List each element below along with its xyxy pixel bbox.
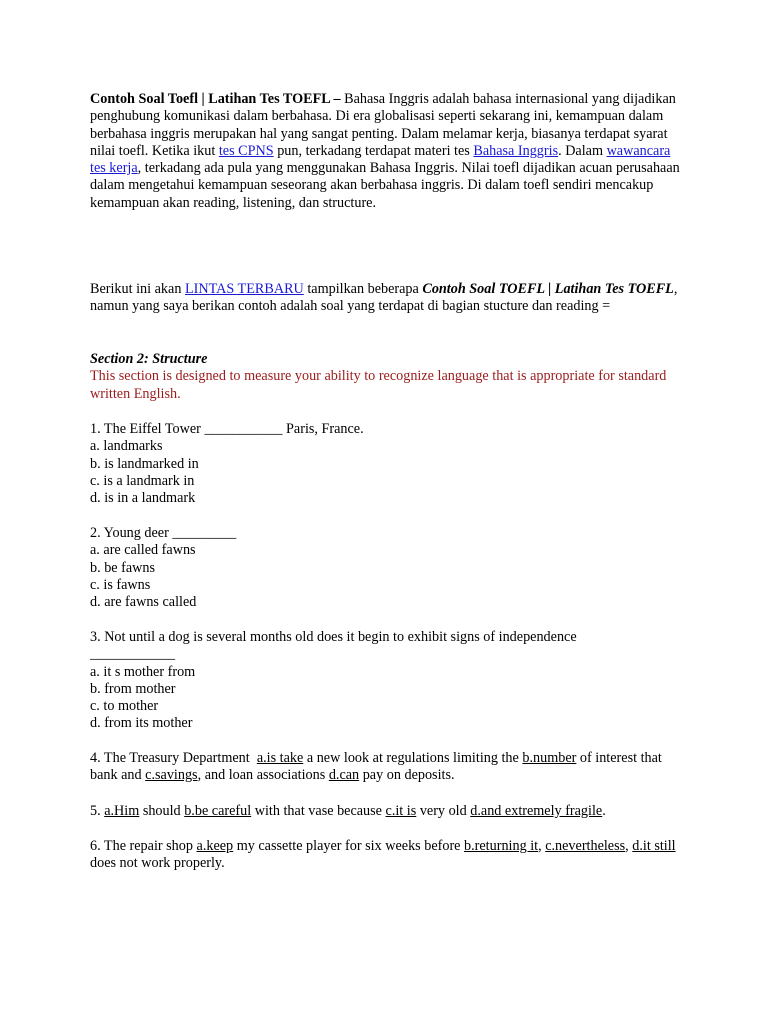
error-option-a: a.Him	[104, 803, 140, 819]
option: d. from its mother	[90, 715, 193, 732]
question-4: 4. The Treasury Department a.is take a new look at regulations limiting the b.number of interest that bank and c.savings, and loan associations d.can pay on deposits.	[90, 750, 662, 784]
option: a. landmarks	[90, 438, 163, 455]
link-lintas-terbaru[interactable]: LINTAS TERBARU	[184, 281, 304, 297]
article-title: Contoh Soal Toefl | Latihan Tes TOEFL –	[90, 91, 341, 107]
error-option-c: c.savings	[145, 767, 198, 784]
intro-paragraph: Contoh Soal Toefl | Latihan Tes TOEFL – Bahasa Inggris adalah bahasa internasional yang dijadikan penghubung komunikasi dalam berbahasa. Di era globalisasi seperti sekarang ini, kemampuan dalam berbahasa inggris merupakan hal yang sangat penting. Dalam melamar kerja, biasanya terdapat syarat nilai toefl. Ketika ikut tes CPNS pun, terkadang terdapat materi tes Bahasa Inggris. Dalam wawancara tes kerja, terkadang ada pula yang menggunakan Bahasa Inggris. Nilai toefl dijadikan acuan perusahaan dalam mengetahui kemampuan seseorang akan berbahasa inggris. Di dalam toefl sendiri mencakup kemampuan akan reading, listening, dan structure.	[90, 91, 680, 211]
error-option-b: b.returning it	[464, 838, 539, 854]
link-bahasa-inggris[interactable]: Bahasa Inggris	[473, 142, 559, 159]
option: a. are called fawns	[90, 542, 196, 559]
question-1	[90, 421, 680, 507]
option: b. be fawns	[90, 559, 156, 576]
error-option-b: b.number	[522, 750, 577, 766]
option: c. to mother	[90, 698, 159, 715]
link-tes-cpns[interactable]: tes CPNS	[218, 142, 274, 159]
bold-italic-title: Contoh Soal TOEFL | Latihan Tes TOEFL	[422, 281, 674, 297]
option: b. from mother	[90, 680, 176, 697]
answer-blank: ____________	[90, 646, 176, 663]
error-option-a: a.keep	[196, 838, 234, 854]
option: b. is landmarked in	[90, 455, 199, 472]
question-stem: 2. Young deer _________	[90, 525, 237, 541]
section-block	[90, 351, 680, 403]
question-5: 5. a.Him should b.be careful with that vase because c.it is very old d.and extremely fragile.	[90, 803, 606, 819]
error-option-c: c.it is	[385, 803, 417, 819]
link-wawancara-tes-kerja[interactable]: wawancara tes kerja	[90, 142, 671, 177]
question-2	[90, 525, 680, 611]
question-6: 6. The repair shop a.keep my cassette player for six weeks before b.returning it, c.nevertheless, d.it still does not work properly.	[90, 838, 676, 872]
error-option-d: d.can	[328, 767, 360, 784]
question-stem: 1. The Eiffel Tower ___________ Paris, France.	[90, 421, 364, 437]
section-heading: Section 2: Structure	[90, 351, 208, 367]
option: c. is fawns	[90, 576, 151, 593]
option: d. are fawns called	[90, 594, 197, 611]
option: c. is a landmark in	[90, 472, 195, 489]
option: d. is in a landmark	[90, 490, 196, 507]
error-option-c: c.nevertheless	[545, 838, 626, 854]
second-paragraph: Berikut ini akan LINTAS TERBARU tampilkan beberapa Contoh Soal TOEFL | Latihan Tes TOEFL, namun yang saya berikan contoh adalah soal yang terdapat di bagian stucture dan reading =	[90, 281, 678, 315]
option: a. it s mother from	[90, 663, 196, 680]
error-option-d: d.it still	[632, 838, 676, 854]
error-option-b: b.be careful	[184, 803, 252, 819]
section-description: This section is designed to measure your ability to recognize language that is appropriate for standard written English.	[90, 368, 667, 402]
question-3	[90, 629, 680, 733]
error-option-a: a.is take	[256, 750, 304, 766]
question-stem: 3. Not until a dog is several months old does it begin to exhibit signs of independence	[90, 629, 577, 645]
error-option-d: d.and extremely fragile	[470, 803, 603, 819]
